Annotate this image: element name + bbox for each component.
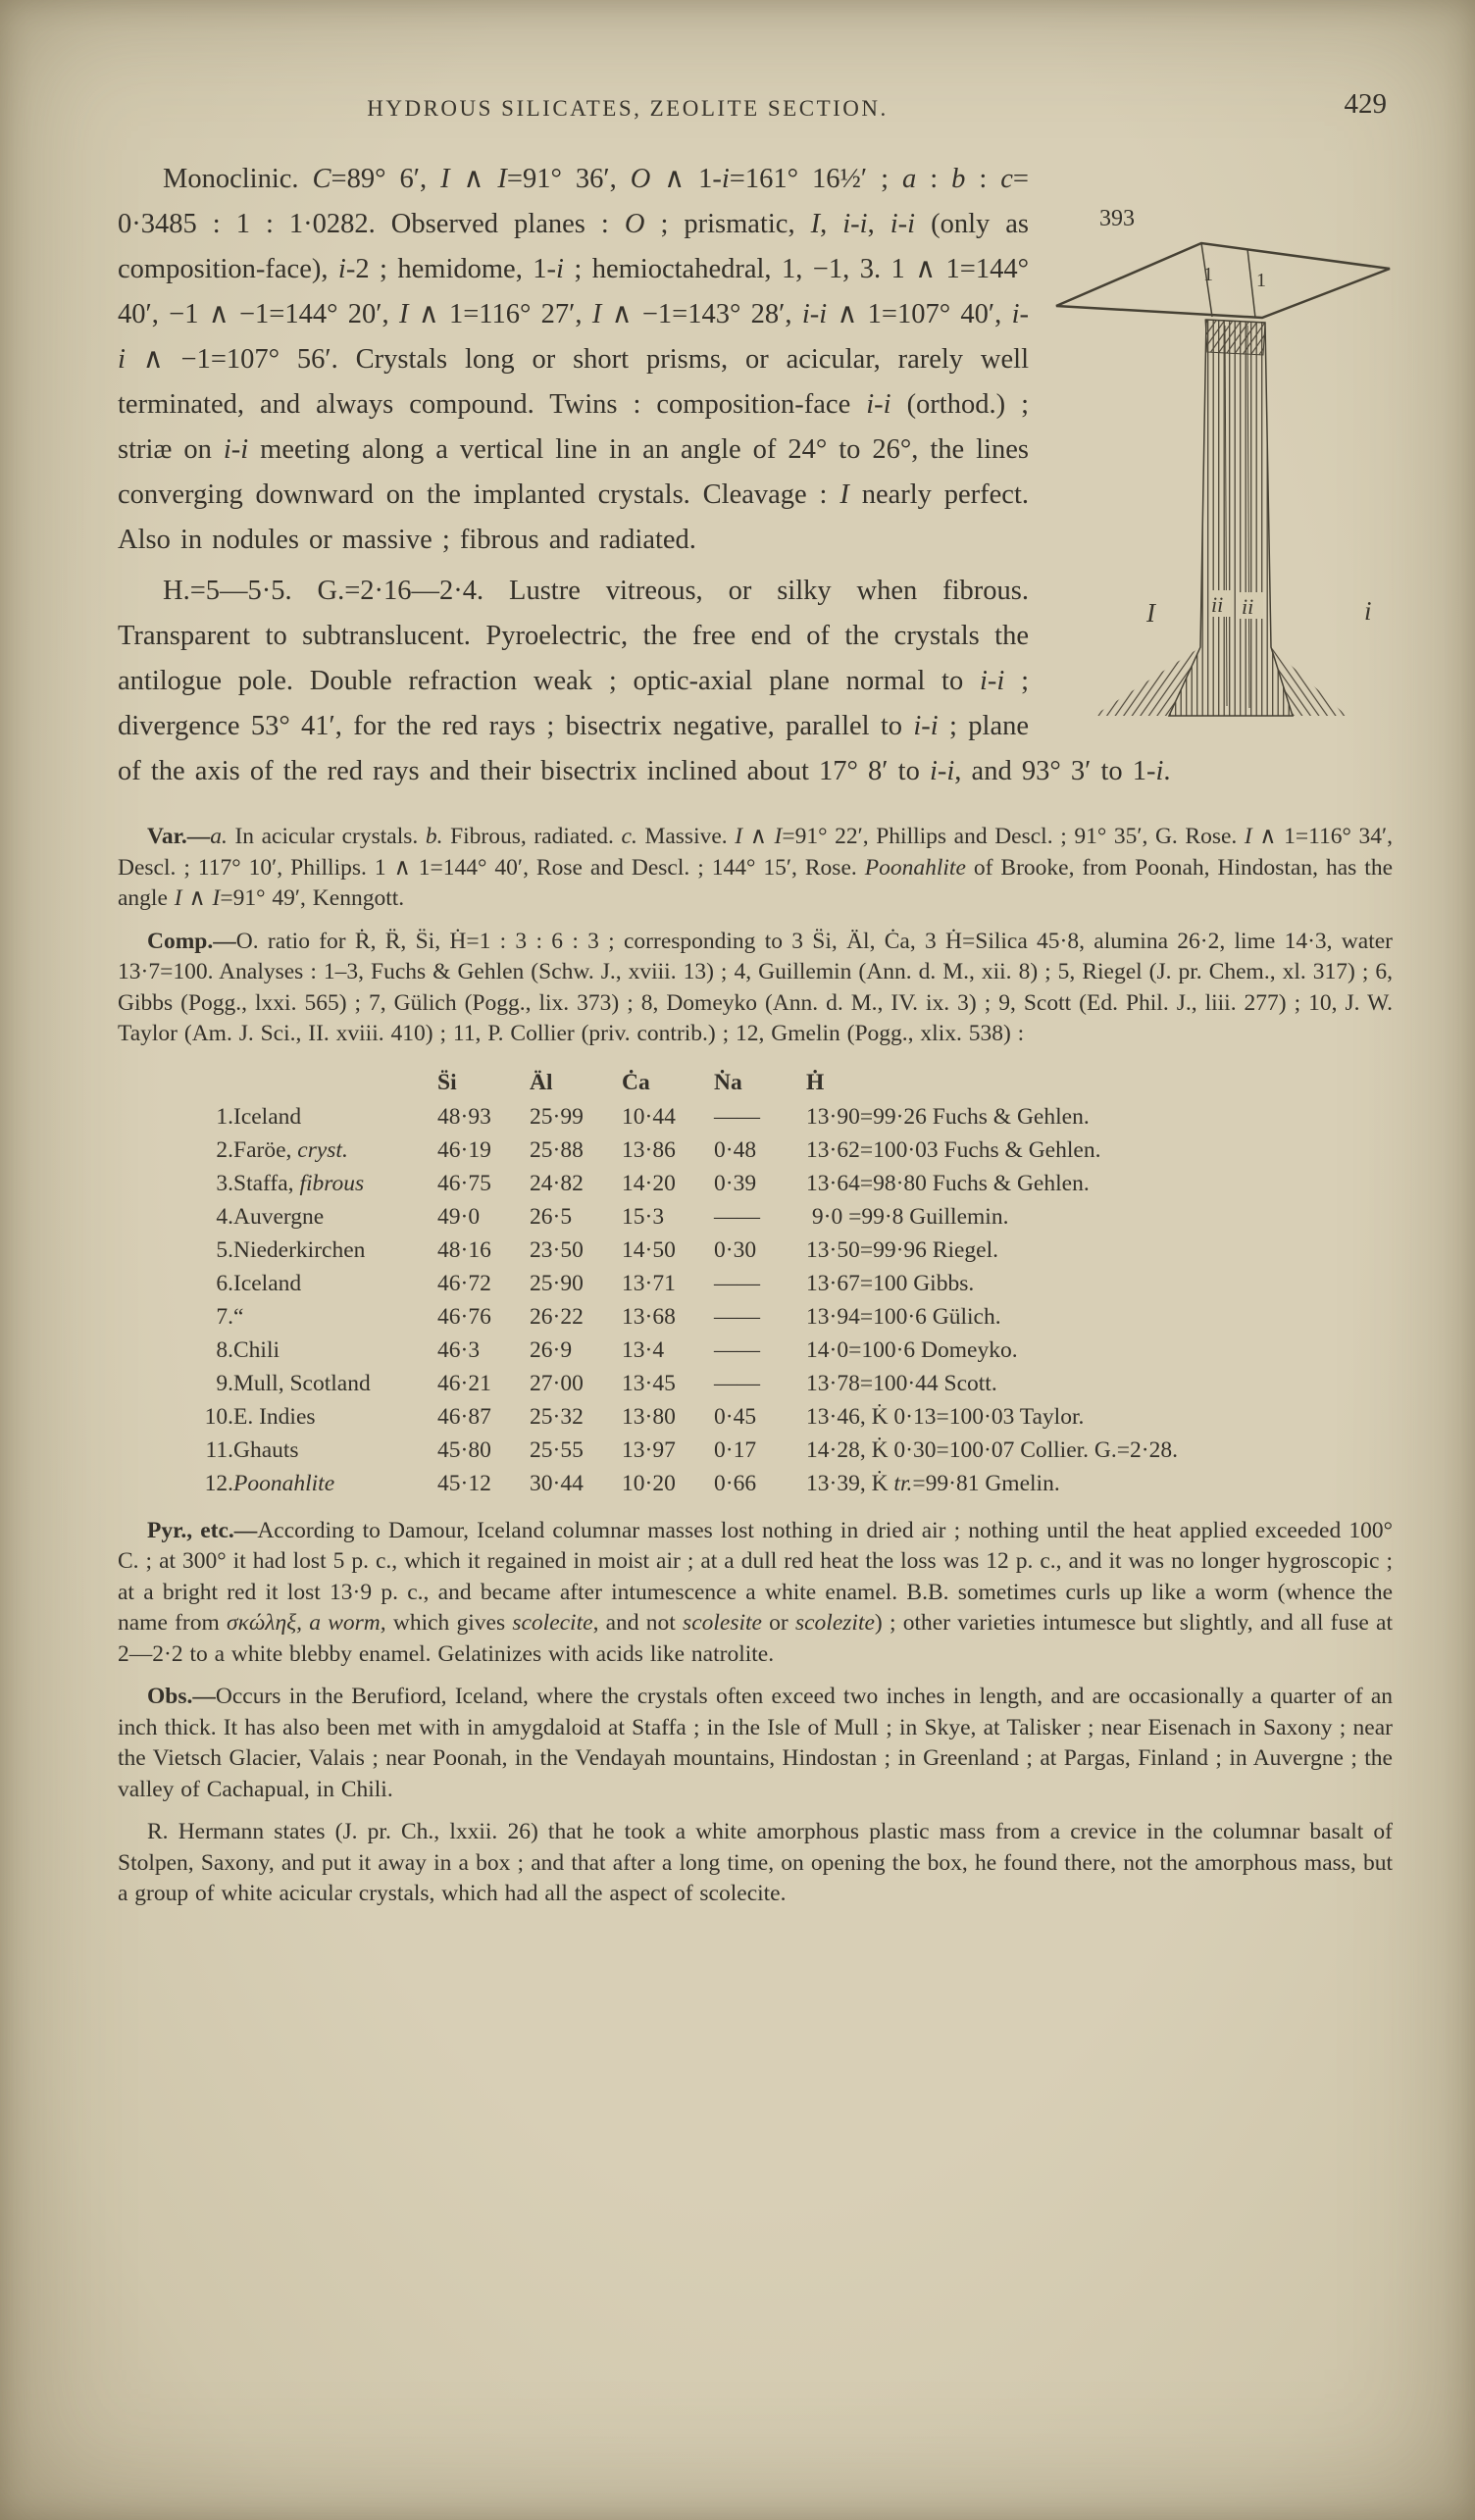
al-value: 25·55 [530,1436,584,1463]
na-value: —— [714,1203,760,1230]
h-and-total: 13·94=100·6 Gülich. [806,1303,1001,1330]
si-value: 46·75 [437,1170,491,1196]
si-value: 45·12 [437,1470,491,1496]
h-and-total: 13·64=98·80 Fuchs & Gehlen. [806,1170,1090,1196]
row-number: 2. [216,1136,233,1163]
analysis-row [184,1171,1178,1204]
h-and-total: 13·46, K̇ 0·13=100·03 Taylor. [806,1403,1085,1430]
si-value: 46·19 [437,1136,491,1163]
row-number: 12. [204,1470,233,1496]
analysis-row [184,1471,1178,1504]
si-value: 46·72 [437,1270,491,1296]
locality: “ [233,1303,244,1330]
row-number: 1. [216,1103,233,1130]
ca-value: 13·97 [622,1436,676,1463]
paragraph-composition: Comp.—O. ratio for Ṙ, R̈, S̈i, Ḣ=1 : 3 : 6 : 3 ; corresponding to 3 S̈i, Äl, Ċa, 3 Ḣ=Silica 45·8, alumina 26·2, lime 14·3, water 13·7=100. Analyses : 1–3, Fuchs & Gehlen (Schw. J., xviii. 13) ; 4, Guillemin (Ann. d. M., xii. 8) ; 5, Riegel (J. pr. Chem., xl. 317) ; 6, Gibbs (Pogg., lxxi. 565) ; 7, Gülich (Pogg., lix. 373) ; 8, Domeyko (Ann. d. M., IV. ix. 3) ; 9, Scott (Ed. Phil. J., liii. 277) ; 10, J. W. Taylor (Am. J. Sci., II. xviii. 410) ; 11, P. Collier (priv. contrib.) ; 12, Gmelin (Pogg., xlix. 538) : [118,928,1393,1046]
paragraph-crystallography: Monoclinic. C=89° 6′, I ∧ I=91° 36′, O ∧ 1-i=161° 16½′ ; a : b : c= 0·3485 : 1 : 1·0282. Observed planes : O ; prismatic, I, i-i, i-i (only as composition-face), i-2 ; hemidome, 1-i ; hemioctahedral, 1, −1, 3. 1 ∧ 1=144° 40′, −1 ∧ −1=144° 20′, I ∧ 1=116° 27′, I ∧ −1=143° 28′, i-i ∧ 1=107° 40′, i-i ∧ −1=107° 56′. Crystals long or short prisms, or acicular, rarely well terminated, and always compound. Twins : composition-face i-i (orthod.) ; striæ on i-i meeting along a vertical line in an angle of 24° to 26°, the lines converging downward on the implanted crystals. Cleavage : I nearly perfect. Also in nodules or massive ; fibrous and radiated. [118,164,1030,555]
ca-value: 10·44 [622,1103,676,1130]
locality: Staffa, fibrous [233,1170,365,1196]
analysis-row [184,1137,1178,1171]
h-and-total: 13·62=100·03 Fuchs & Gehlen. [806,1136,1101,1163]
analysis-row [184,1437,1178,1471]
running-head [118,88,1393,129]
locality: Iceland [233,1103,302,1130]
h-and-total: 14·28, K̇ 0·30=100·07 Collier. G.=2·28. [806,1436,1178,1463]
ca-value: 13·45 [622,1370,676,1396]
face-label-I-left: I [1146,598,1155,628]
paragraph-varieties: Var.—a. In acicular crystals. b. Fibrous, radiated. c. Massive. I ∧ I=91° 22′, Phillips and Descl. ; 91° 35′, G. Rose. I ∧ 1=116° 34′, Descl. ; 117° 10′, Phillips. 1 ∧ 1=144° 40′, Rose and Descl. ; 144° 15′, Rose. Poonahlite of Brooke, from Poonah, Hindostan, has the angle I ∧ I=91° 49′, Kenngott. [118,824,1394,911]
analyses-table-header-row [184,1070,1178,1104]
paragraph-observations: Obs.—Occurs in the Berufiord, Iceland, where the crystals often exceed two inches in length, and are occasionally a quarter of an inch thick. It has also been met with in amygdaloid at Staffa ; in the Isle of Mull ; in Skye, at Talisker ; near Eisenach in Saxony ; near the Vietsch Glacier, Valais ; near Poonah, in the Vendayah mountains, Hindostan ; in Greenland ; at Pargas, Finland ; in Auvergne ; the valley of Cachapual, in Chili. [118,1684,1393,1802]
locality: Niederkirchen [233,1236,366,1263]
al-value: 27·00 [530,1370,584,1396]
paragraph-pyrognostics: Pyr., etc.—According to Damour, Iceland columnar masses lost nothing in dried air ; nothing until the heat applied exceeded 100° C. ; at 300° it had lost 5 p. c., which it regained in moist air ; at a dull red heat the loss was 12 p. c., and it was no longer hygroscopic ; at a bright red it lost 13·9 p. c., and became after intumescence a white enamel. B.B. sometimes curls up like a worm (whence the name from σκώληξ, a worm, which gives scolecite, and not scolesite or scolezite) ; other varieties intumesce but slightly, and all fuse at 2—2·2 to a white blebby enamel. Gelatinizes with acids like natrolite. [118,1517,1393,1667]
h-and-total: 13·50=99·96 Riegel. [806,1236,998,1263]
analyses-col-spacer [233,1070,437,1104]
si-value: 46·21 [437,1370,491,1396]
al-value: 25·32 [530,1403,584,1430]
face-label-1b: 1 [1256,270,1266,291]
analysis-row [184,1304,1178,1337]
analyses-col-header: Ṅa [714,1069,742,1095]
analyses-col-spacer [184,1070,233,1104]
paragraph-hermann-note: R. Hermann states (J. pr. Ch., lxxii. 26) that he took a white amorphous plastic mass from a crevice in the columnar basalt of Stolpen, Saxony, and put it away in a box ; and that after a long time, on opening the box, he found there, not the amorphous mass, but a group of white acicular crystals, which had all the aspect of scolecite. [118,1819,1393,1906]
paragraph-physical-properties: H.=5—5·5. G.=2·16—2·4. Lustre vitreous, or silky when fibrous. Transparent to subtranslucent. Pyroelectric, the free end of the crystals the antilogue pole. Double refraction weak ; optic-axial plane normal to i-i ; divergence 53° 41′, for the red rays ; bisectrix negative, parallel to i-i ; plane of the axis of the red rays and their bisectrix inclined about 17° 8′ to i-i, and 93° 3′ to 1-i. [118,576,1171,786]
al-value: 26·22 [530,1303,584,1330]
locality: Chili [233,1336,280,1363]
face-label-i-right: i [1364,596,1372,626]
na-value: 0·39 [714,1170,757,1196]
row-number: 7. [216,1303,233,1330]
ca-value: 14·50 [622,1236,676,1263]
na-value: 0·30 [714,1236,757,1263]
crystal-top-face-edge [1247,249,1255,318]
ca-value: 13·86 [622,1136,676,1163]
locality: Ghauts [233,1436,299,1463]
na-value: 0·48 [714,1136,757,1163]
row-number: 4. [216,1203,233,1230]
ca-value: 13·71 [622,1270,676,1296]
na-value: 0·66 [714,1470,757,1496]
row-number: 9. [216,1370,233,1396]
analyses-col-header: Ḣ [806,1069,825,1095]
row-number: 8. [216,1336,233,1363]
locality: Poonahlite [233,1470,335,1496]
page-number: 429 [1344,88,1387,120]
crystal-drawing [1054,235,1393,726]
analysis-row [184,1371,1178,1404]
na-value: —— [714,1336,760,1363]
face-label-ii-b: ii [1242,594,1254,619]
page-content [118,88,1394,1910]
crystal-figure [1054,206,1393,726]
figure-number: 393 [1099,206,1135,231]
analysis-row [184,1404,1178,1437]
h-and-total: 13·90=99·26 Fuchs & Gehlen. [806,1103,1090,1130]
si-value: 46·3 [437,1336,481,1363]
na-value: —— [714,1270,760,1296]
analyses-col-header: S̈i [437,1069,457,1095]
al-value: 25·99 [530,1103,584,1130]
h-and-total: 9·0 =99·8 Guillemin. [806,1203,1009,1230]
locality: Faröe, cryst. [233,1136,348,1163]
analyses-table [184,1070,1178,1504]
si-value: 46·76 [437,1303,491,1330]
h-and-total: 13·39, K̇ tr.=99·81 Gmelin. [806,1470,1060,1496]
na-value: 0·17 [714,1436,757,1463]
row-number: 10. [204,1403,233,1430]
row-number: 3. [216,1170,233,1196]
analyses-col-header: Ċa [622,1069,650,1095]
na-value: —— [714,1103,760,1130]
si-value: 48·93 [437,1103,491,1130]
ca-value: 14·20 [622,1170,676,1196]
locality: Mull, Scotland [233,1370,371,1396]
al-value: 26·5 [530,1203,573,1230]
si-value: 49·0 [437,1203,481,1230]
h-and-total: 13·67=100 Gibbs. [806,1270,975,1296]
analysis-row [184,1337,1178,1371]
si-value: 48·16 [437,1236,491,1263]
al-value: 26·9 [530,1336,573,1363]
h-and-total: 14·0=100·6 Domeyko. [806,1336,1018,1363]
locality: E. Indies [233,1403,316,1430]
al-value: 24·82 [530,1170,584,1196]
crystal-top-outline [1056,243,1390,318]
analyses-table-body [184,1104,1178,1504]
row-number: 5. [216,1236,233,1263]
ca-value: 10·20 [622,1470,676,1496]
h-and-total: 13·78=100·44 Scott. [806,1370,997,1396]
na-value: —— [714,1303,760,1330]
ca-value: 13·68 [622,1303,676,1330]
al-value: 25·90 [530,1270,584,1296]
analysis-row [184,1237,1178,1271]
analysis-row [184,1271,1178,1304]
ca-value: 13·80 [622,1403,676,1430]
si-value: 46·87 [437,1403,491,1430]
analysis-row [184,1204,1178,1237]
row-number: 6. [216,1270,233,1296]
si-value: 45·80 [437,1436,491,1463]
analysis-row [184,1104,1178,1137]
analyses-col-header: Äl [530,1069,553,1095]
ca-value: 15·3 [622,1203,665,1230]
ca-value: 13·4 [622,1336,665,1363]
face-label-ii-a: ii [1211,592,1224,617]
al-value: 30·44 [530,1470,584,1496]
na-value: 0·45 [714,1403,757,1430]
page-header-title: HYDROUS SILICATES, ZEOLITE SECTION. [367,96,889,121]
row-number: 11. [205,1436,233,1463]
al-value: 23·50 [530,1236,584,1263]
locality: Auvergne [233,1203,325,1230]
locality: Iceland [233,1270,302,1296]
na-value: —— [714,1370,760,1396]
al-value: 25·88 [530,1136,584,1163]
face-label-1a: 1 [1203,264,1213,285]
